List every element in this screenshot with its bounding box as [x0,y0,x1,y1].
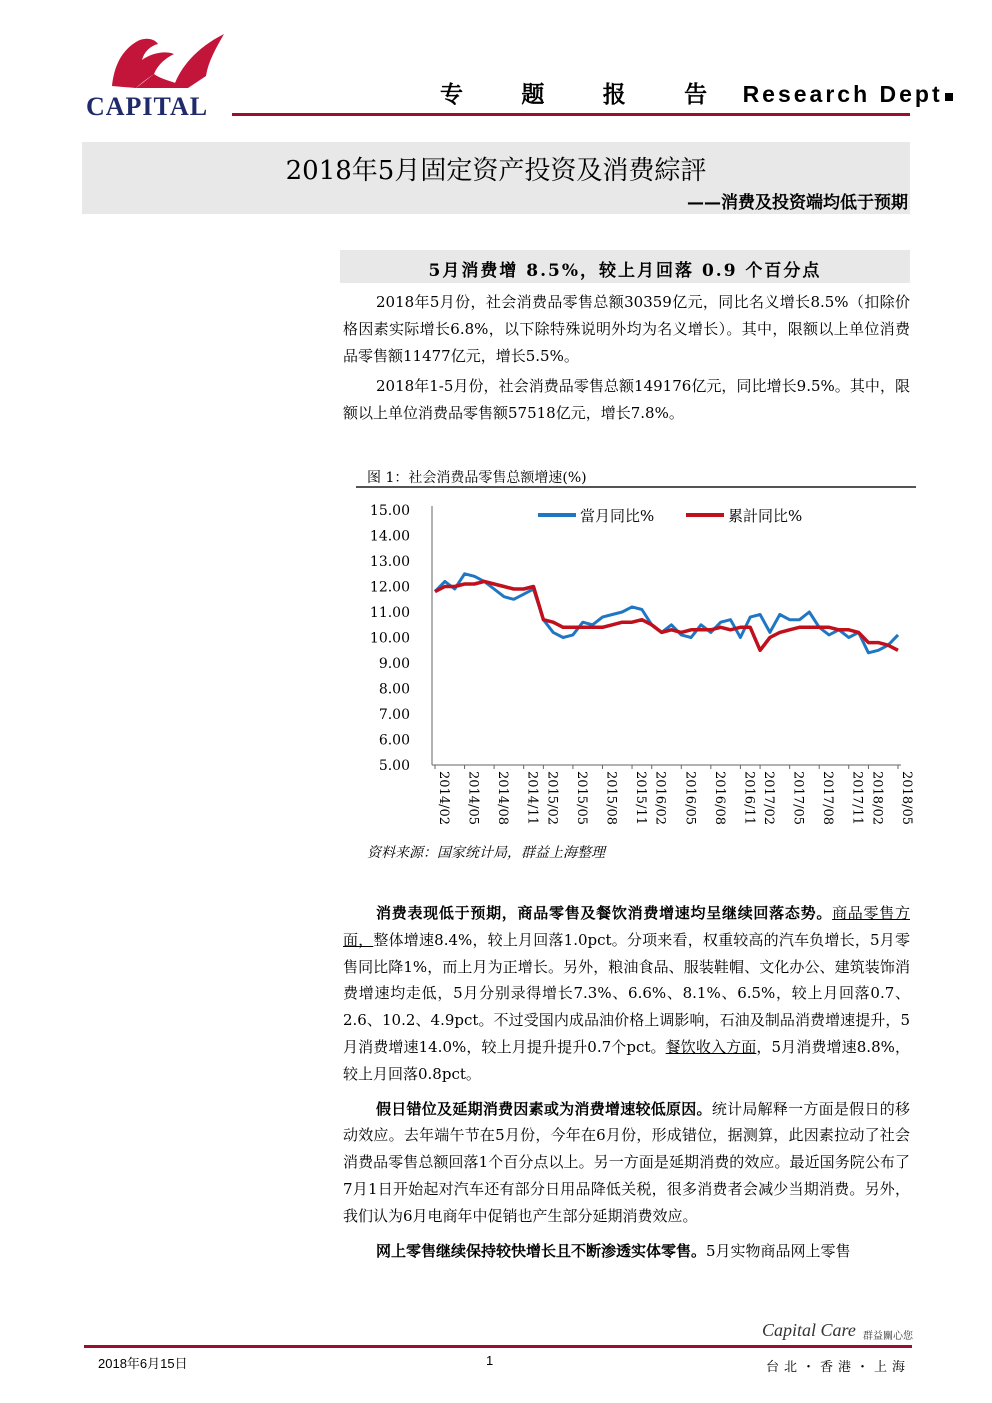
y-tick-label: 11.00 [369,605,410,621]
page-number: 1 [486,1353,494,1368]
x-tick-label: 2015/02 [544,771,560,826]
paragraph [343,1238,910,1265]
research-dept: Research Dept [742,81,943,107]
x-tick-label: 2016/02 [652,771,668,826]
x-tick-label: 2015/05 [573,771,589,826]
x-tick-label: 2014/02 [436,771,451,826]
figure-rule [356,486,916,488]
paragraph-lead: 假日错位及延期消费因素或为消费增速较低原因。 [376,1099,712,1118]
x-tick-label: 2016/08 [711,771,727,826]
legend-label: 當月同比% [580,507,655,525]
figure-source: 资料来源：国家统计局，群益上海整理 [367,845,605,861]
paragraph: 2018年1-5月份，社会消费品零售总额149176亿元，同比增长9.5%。其中，限额以上单位消费品零售额57518亿元，增长7.8%。 [343,377,910,423]
report-type: 专 题 报 告 [440,81,734,107]
x-tick-label: 2017/02 [761,771,777,826]
page-subtitle: ——消费及投资端均低于预期 [687,193,908,213]
header-rule [232,113,910,116]
paragraph [343,1096,910,1230]
x-tick-label: 2018/02 [869,771,885,826]
figure-caption: 图 1：社会消费品零售总额增速(%) [367,470,587,486]
footer-date: 2018年6月15日 [98,1356,188,1371]
square-icon [945,93,953,101]
underlined-phrase: 商品零售方面， [343,904,910,949]
x-tick-label: 2017/08 [820,771,836,826]
y-tick-label: 5.00 [378,758,410,774]
x-tick-label: 2017/05 [790,771,806,826]
report-type-header [440,76,953,109]
paragraph-text: 统计局解释一方面是假日的移动效应。去年端午节在5月份，今年在6月份，形成错位，据测算，此因素拉动了社会消费品零售总额回落1个百分点以上。另一方面是延期消费的效应。最近国务院公布了7月1日开始起对汽车还有部分日用品降低关税，很多消费者会减少当期消费。另外，我们认为6月电商年中促销也产生部分延期消费效应。 [343,1099,910,1225]
x-tick-label: 2014/05 [465,771,481,826]
section-heading: 5月消费增 8.5%，较上月回落 0.9 个百分点 [428,261,822,281]
footer-brand-cn: 群益關心您 [863,1331,913,1342]
y-tick-label: 14.00 [369,528,410,545]
paragraph-text: ，5月消费增速8.8%，较上月回落0.8pct。 [343,1037,910,1083]
paragraph-lead: 网上零售继续保持较快增长且不断渗透实体零售。 [376,1241,707,1260]
x-tick-label: 2016/05 [682,771,698,826]
paragraph [343,900,910,1088]
paragraph: 2018年5月份，社会消费品零售总额30359亿元，同比名义增长8.5%（扣除价格因素实际增长6.8%，以下除特殊说明外均为名义增长）。其中，限额以上单位消费品零售额11477亿元，增长5.5%。 [343,293,910,365]
y-tick-label: 15.00 [369,503,410,519]
paragraph-text: 整体增速8.4%，较上月回落1.0pct。分项来看，权重较高的汽车负增长，5月零售同比降1%，而上月为正增长。另外，粮油食品、服装鞋帽、文化办公、建筑装饰消费增速均走低，5月分别录得增长7.3%、6.6%、8.1%、6.5%，较上月回落0.7、2.6、10.2、4.9pct。不过受国内成品油价格上调影响，石油及制品消费增速提升，5月消费增速14.0%，较上月提升提升0.7个pct。 [343,930,910,1056]
line-chart [356,494,916,839]
footer-rule [84,1345,912,1348]
x-tick-label: 2014/11 [524,771,540,826]
y-tick-label: 9.00 [378,656,410,672]
series-line-cumulative [435,581,898,650]
x-tick-label: 2014/08 [495,771,511,826]
x-tick-label: 2015/08 [603,771,619,826]
legend-label: 累計同比% [728,507,803,525]
x-tick-label: 2018/05 [899,771,914,826]
logo-bird-icon [84,28,234,94]
footer-brand: Capital Care [762,1320,856,1340]
paragraph-text: 5月实物商品网上零售 [706,1241,851,1260]
paragraph-lead: 消费表现低于预期，商品零售及餐饮消费增速均呈继续回落态势。 [376,904,833,922]
intro-text [343,289,910,427]
x-tick-label: 2016/11 [741,771,757,826]
y-tick-label: 7.00 [378,707,410,723]
footer-cities: 台北・香港・上海 [766,1360,911,1375]
page-title: 2018年5月固定资产投资及消费綜評 [285,156,707,186]
logo-text: CAPITAL [86,92,209,121]
x-tick-label: 2017/11 [849,771,865,826]
y-tick-label: 13.00 [369,554,410,570]
y-tick-label: 6.00 [378,732,410,749]
analysis-text [343,900,910,1264]
underlined-phrase: 餐饮收入方面 [665,1037,757,1056]
x-tick-label: 2015/11 [633,771,649,826]
y-tick-label: 10.00 [369,630,410,647]
y-tick-label: 12.00 [369,579,410,596]
y-tick-label: 8.00 [378,681,410,698]
